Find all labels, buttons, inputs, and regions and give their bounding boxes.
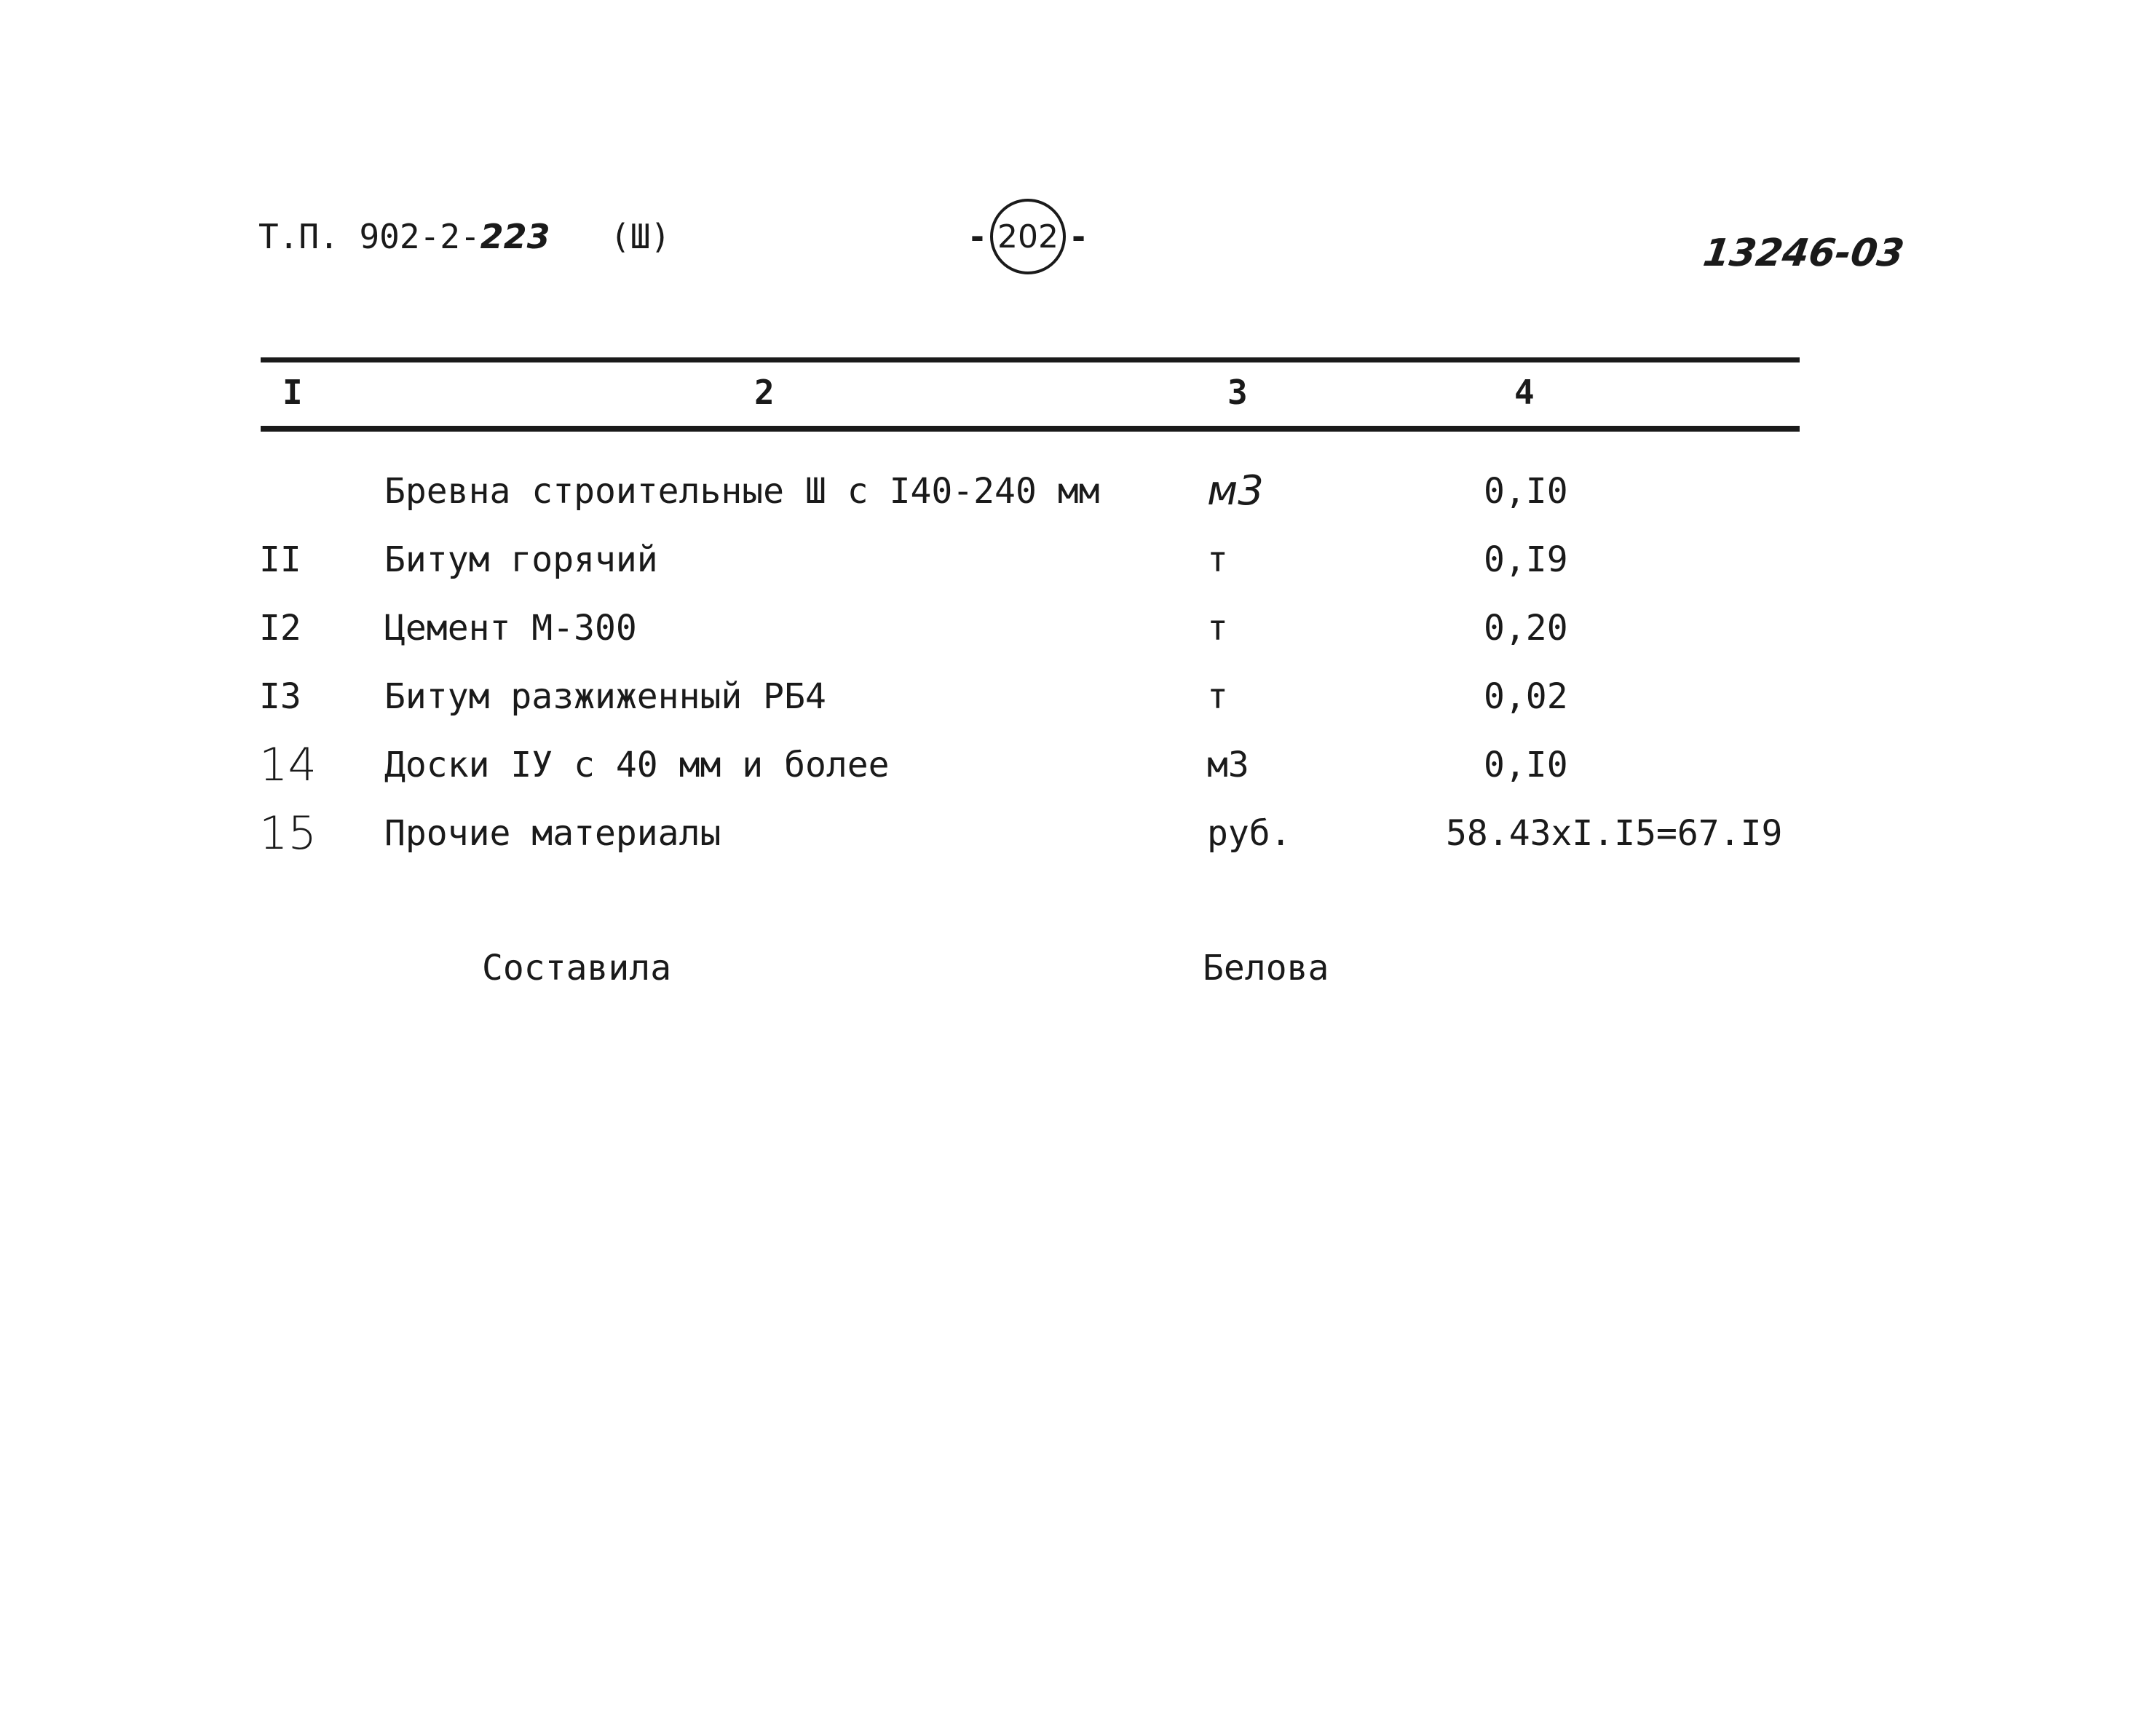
unit: т [1207, 608, 1228, 649]
material-name: Битум горячий [384, 539, 658, 580]
table-row [0, 526, 2152, 594]
table-header-rule [261, 426, 1800, 432]
signature-name: Белова [1203, 948, 1329, 988]
table-row [0, 594, 2152, 662]
row-number: I3 [259, 676, 301, 717]
unit: т [1207, 676, 1228, 717]
material-name: Битум разжиженный РБ4 [384, 676, 826, 717]
table-row [0, 457, 2152, 526]
unit: т [1207, 539, 1228, 580]
project-code [258, 217, 550, 256]
project-code-handwritten: 223 [480, 217, 550, 256]
column-header-3: 3 [1227, 373, 1248, 412]
quantity: 0,I0 [1484, 745, 1568, 785]
quantity: 0,I0 [1484, 471, 1568, 512]
table-row [0, 799, 2152, 868]
material-name: Доски IУ с 40 мм и более [384, 745, 890, 785]
unit: м3 [1207, 745, 1249, 785]
column-header-1: I [282, 373, 303, 412]
row-number: 15 [259, 806, 317, 860]
material-name: Прочие материалы [384, 813, 721, 854]
material-name: Бревна строительные Ш с I40-240 мм [384, 471, 1100, 512]
row-number: II [259, 539, 301, 580]
table-row [0, 662, 2152, 731]
column-header-2: 2 [754, 373, 775, 412]
quantity: 58.43xI.I5=67.I9 [1446, 813, 1783, 854]
table-top-rule [261, 357, 1800, 362]
page-number: 202 [990, 199, 1066, 274]
material-name: Цемент М-300 [384, 608, 637, 649]
unit: руб. [1207, 813, 1291, 854]
signature-label: Составила [482, 948, 672, 988]
row-number: 14 [259, 738, 317, 791]
album-part: (Ш) [610, 217, 671, 256]
page-number-stamp [958, 197, 1098, 277]
column-header-4: 4 [1514, 373, 1535, 412]
quantity: 0,I9 [1484, 539, 1568, 580]
unit: м3 [1207, 467, 1264, 515]
project-code-typed: Т.П. 902-2- [258, 217, 480, 256]
page-dash-right: - [1072, 217, 1086, 256]
table-row [0, 731, 2152, 799]
page-dash-left: - [970, 217, 984, 256]
row-number: I2 [259, 608, 301, 649]
quantity: 0,02 [1484, 676, 1568, 717]
quantity: 0,20 [1484, 608, 1568, 649]
sheet-code: 13246-03 [1700, 231, 1907, 275]
